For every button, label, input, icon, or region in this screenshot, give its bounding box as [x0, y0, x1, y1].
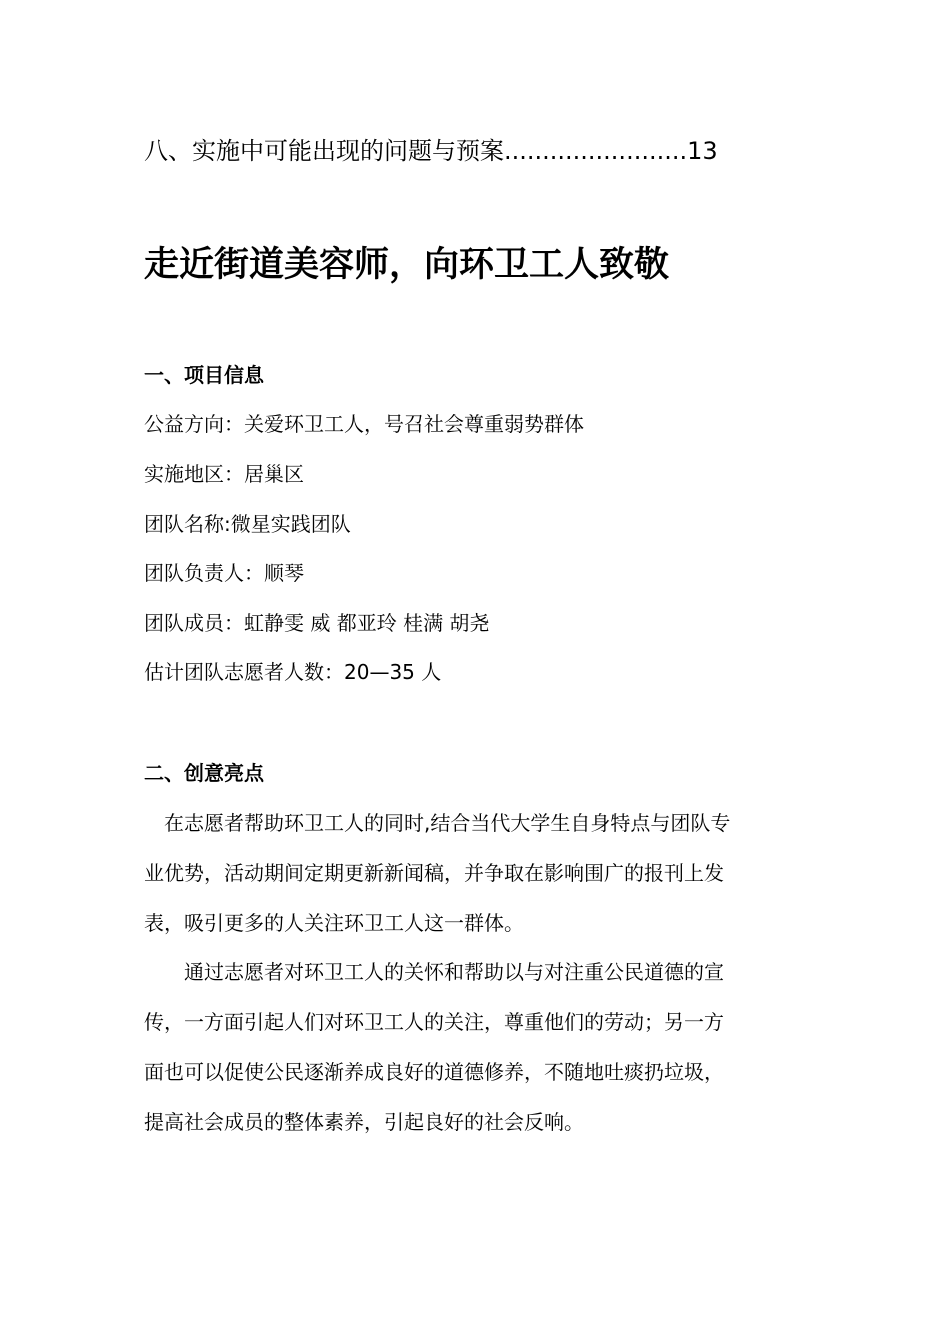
paragraph-line: 面也可以促使公民逐渐养成良好的道德修养，不随地吐痰扔垃圾，	[144, 1060, 724, 1084]
info-line-direction: 公益方向：关爱环卫工人，号召社会尊重弱势群体	[144, 412, 584, 436]
paragraph-line: 在志愿者帮助环卫工人的同时,结合当代大学生自身特点与团队专	[144, 811, 731, 835]
toc-leader-dots: ........................	[504, 137, 688, 165]
paragraph-highlights-1	[144, 798, 808, 948]
paragraph-highlights-2	[144, 947, 808, 1147]
info-line-team-members: 团队成员：虹静雯 威 都亚玲 桂满 胡尧	[144, 611, 490, 635]
toc-entry-label: 八、实施中可能出现的问题与预案	[144, 137, 504, 165]
toc-entry	[144, 134, 744, 168]
paragraph-line: 传，一方面引起人们对环卫工人的关注，尊重他们的劳动；另一方	[144, 1010, 724, 1034]
section-heading-project-info: 一、项目信息	[144, 363, 264, 387]
paragraph-line: 通过志愿者对环卫工人的关怀和帮助以与对注重公民道德的宣	[144, 960, 724, 984]
section-heading-highlights: 二、创意亮点	[144, 761, 264, 785]
info-line-volunteer-count: 估计团队志愿者人数：20—35 人	[144, 660, 442, 684]
toc-page-number: 13	[687, 137, 718, 165]
info-line-region: 实施地区：居巢区	[144, 462, 304, 486]
info-line-team-leader: 团队负责人：顺琴	[144, 561, 304, 585]
paragraph-line: 表，吸引更多的人关注环卫工人这一群体。	[144, 911, 524, 935]
paragraph-line: 提高社会成员的整体素养，引起良好的社会反响。	[144, 1110, 584, 1134]
paragraph-line: 业优势，活动期间定期更新新闻稿，并争取在影响围广的报刊上发	[144, 861, 724, 885]
document-title: 走近街道美容师，向环卫工人致敬	[144, 245, 670, 285]
info-line-team-name: 团队名称:微星实践团队	[144, 512, 351, 536]
